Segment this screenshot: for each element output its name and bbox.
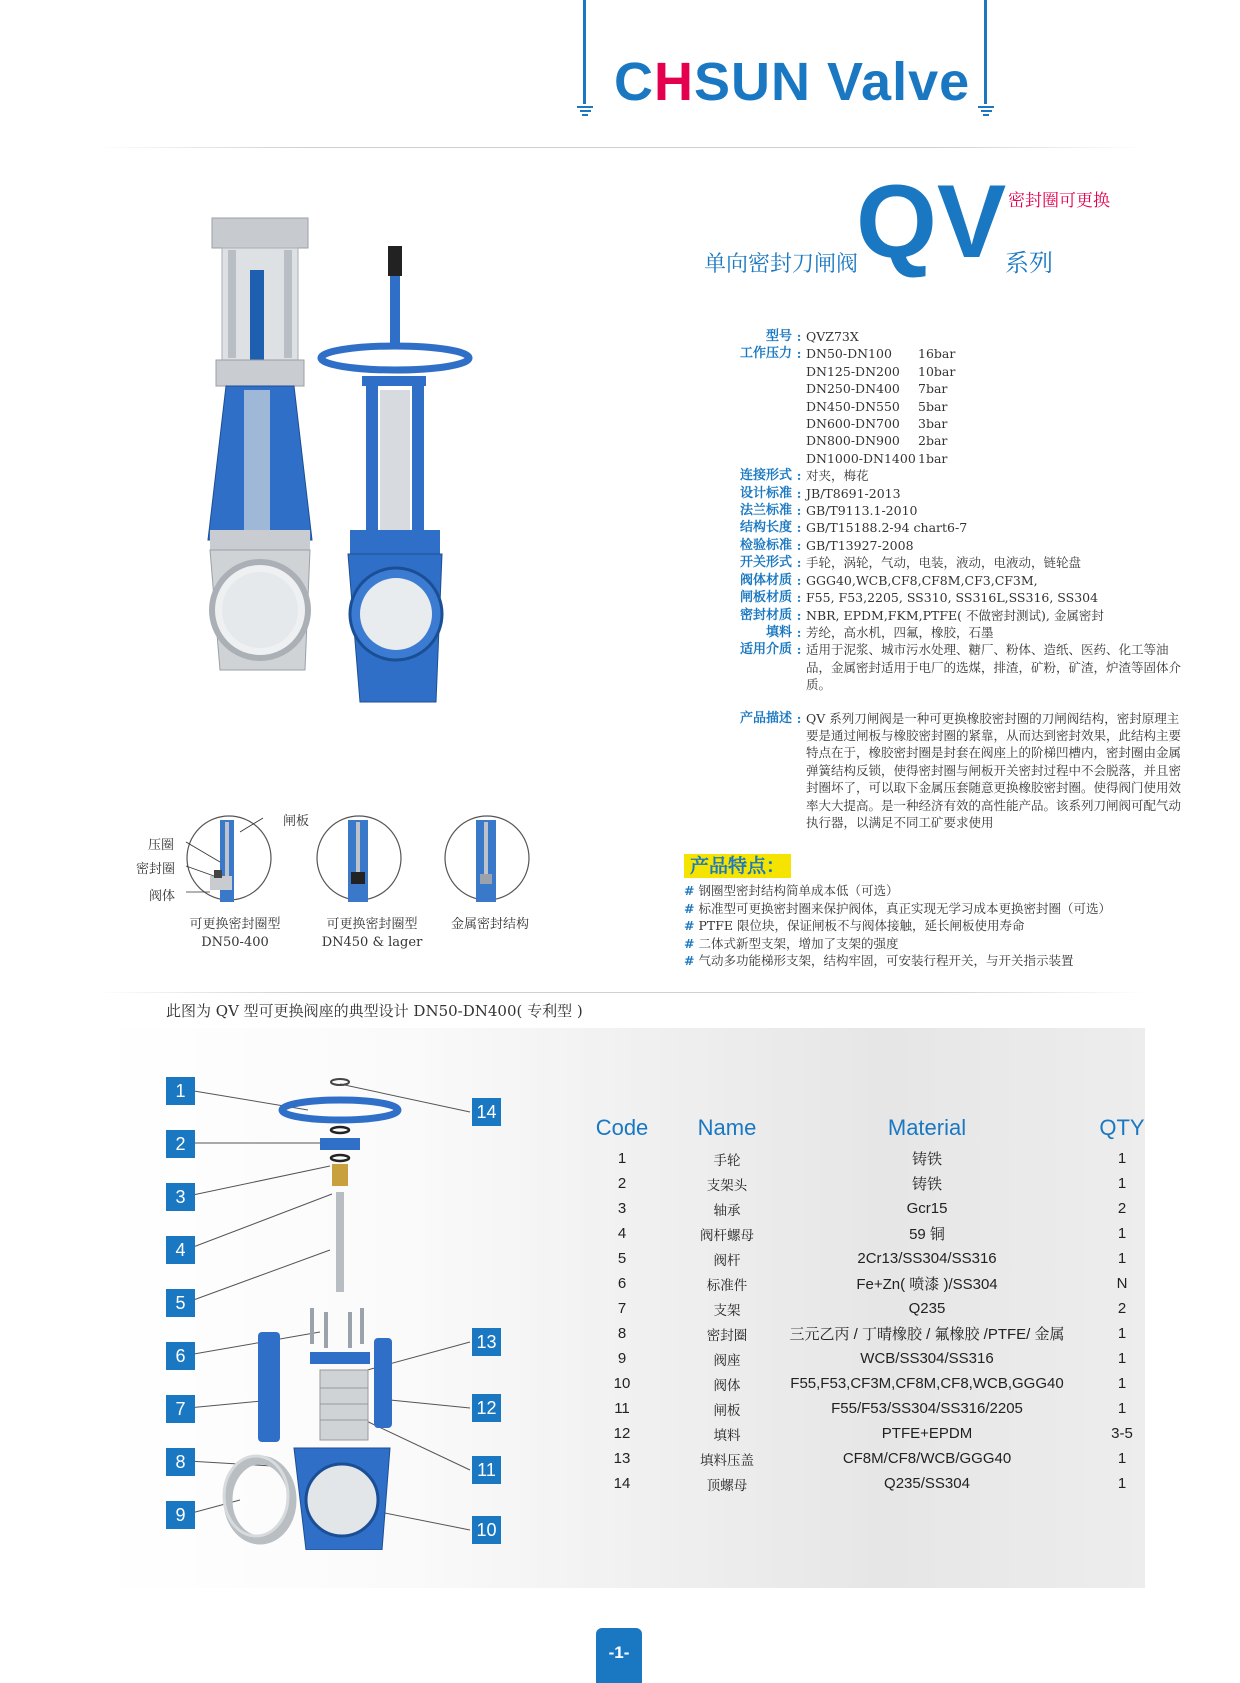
cell-material: F55,F53,CF3M,CF8M,CF8,WCB,GGG40 <box>790 1375 1064 1392</box>
cell-code: 3 <box>617 1200 627 1217</box>
cell-code: 9 <box>617 1350 627 1367</box>
cell-code: 12 <box>613 1425 631 1442</box>
callout-8: 8 <box>166 1448 195 1476</box>
cell-name: 阀杆 <box>713 1252 741 1269</box>
section-divider <box>95 992 1145 993</box>
cell-code: 2 <box>617 1175 627 1192</box>
spec-row: 开关形式 : 手轮，涡轮，气动，电装，液动，电液动，链轮盘 <box>739 555 1082 571</box>
features-list <box>684 882 1111 970</box>
table-row <box>572 1171 1172 1196</box>
cell-name: 密封圈 <box>706 1327 748 1344</box>
cell-qty: 1 <box>1117 1375 1127 1392</box>
callout-3: 3 <box>166 1183 195 1211</box>
series-badge: 密封圈可更换 <box>1008 191 1110 211</box>
col-qty: QTY <box>1099 1115 1145 1140</box>
cell-material: Q235 <box>908 1300 946 1317</box>
col-name: Name <box>697 1115 757 1140</box>
seal-detail-diagrams <box>180 810 600 910</box>
header-left-line <box>583 0 586 104</box>
cell-name: 填料 <box>713 1427 741 1444</box>
feature-item: # 钢圈型密封结构简单成本低（可选） <box>684 883 899 898</box>
parts-table-body <box>572 1146 1172 1496</box>
spec-row: 密封材质 : NBR, EPDM,FKM,PTFE( 不做密封测试), 金属密封 <box>739 607 1104 623</box>
header-left-ground-icon <box>577 104 593 118</box>
callout-7: 7 <box>166 1395 195 1423</box>
feature-item: # 气动多功能梯形支架，结构牢固，可安装行程开关，与开关指示装置 <box>684 953 1074 969</box>
cell-material: Gcr15 <box>906 1200 948 1217</box>
pneumatic-valve-image <box>208 218 312 670</box>
cell-name: 阀体 <box>713 1377 741 1394</box>
cell-material: 59 铜 <box>909 1226 945 1243</box>
spec-row: 填料 : 芳纶，高水机，四氟，橡胶，石墨 <box>765 624 994 640</box>
cell-name: 手轮 <box>713 1152 741 1169</box>
table-row <box>572 1146 1172 1171</box>
cell-name: 闸板 <box>713 1402 741 1419</box>
cell-material: 铸铁 <box>911 1176 942 1193</box>
seal-caption-2: 可更换密封圈型 DN450 & lager <box>321 917 423 950</box>
cell-material: Fe+Zn( 喷漆 )/SS304 <box>856 1276 998 1293</box>
callout-12: 12 <box>472 1394 501 1422</box>
spec-row: 设计标准 : JB/T8691-2013 <box>739 485 901 501</box>
table-row <box>572 1221 1172 1246</box>
brand-logo: CHSUN Valve <box>614 52 971 112</box>
header-right-line <box>984 0 987 104</box>
callout-4: 4 <box>166 1236 195 1264</box>
cell-material: Q235/SS304 <box>884 1475 970 1492</box>
table-row <box>572 1321 1172 1346</box>
callout-14: 14 <box>472 1098 501 1126</box>
seal-detail-metal <box>445 816 529 902</box>
header-divider <box>95 147 1145 148</box>
cell-name: 支架 <box>713 1302 741 1319</box>
cell-name: 阀座 <box>713 1352 741 1369</box>
exploded-view-diagram <box>160 1070 510 1550</box>
col-code: Code <box>595 1115 649 1140</box>
cell-material: WCB/SS304/SS316 <box>860 1350 994 1367</box>
callout-6: 6 <box>166 1342 195 1370</box>
cell-qty: 1 <box>1117 1475 1127 1492</box>
table-row <box>572 1446 1172 1471</box>
cell-qty: 1 <box>1117 1450 1127 1467</box>
cell-name: 顶螺母 <box>706 1477 748 1494</box>
cell-code: 1 <box>617 1150 627 1167</box>
cell-material: 铸铁 <box>911 1151 942 1168</box>
page-number: -1- <box>596 1628 642 1683</box>
series-name: 单向密封刀闸阀 <box>704 252 859 277</box>
cell-qty: N <box>1116 1275 1128 1292</box>
spec-row: 连接形式 : 对夹，梅花 <box>739 468 869 484</box>
cell-name: 标准件 <box>706 1277 748 1294</box>
series-suffix: 系列 <box>1005 249 1053 277</box>
seal-detail-replaceable-large <box>317 816 401 902</box>
seal-label-seal: 密封圈 <box>136 862 176 877</box>
callout-5: 5 <box>166 1289 195 1317</box>
cell-code: 10 <box>613 1375 631 1392</box>
spec-pressure: 工作压力 : DN50-DN100 16bar DN125-DN200 10bar DN250-DN400 7bar DN450-DN550 5bar DN600-DN700 3bar DN800-DN900 2bar DN1000-DN1400 1bar <box>739 346 956 466</box>
cell-qty: 1 <box>1117 1225 1127 1242</box>
cell-name: 阀杆螺母 <box>700 1227 754 1244</box>
cell-code: 6 <box>617 1275 627 1292</box>
cell-qty: 2 <box>1117 1300 1127 1317</box>
cell-name: 轴承 <box>713 1202 741 1219</box>
product-illustrations <box>200 210 520 750</box>
cell-code: 4 <box>617 1225 627 1242</box>
table-row <box>572 1421 1172 1446</box>
cell-qty: 1 <box>1117 1250 1127 1267</box>
cell-qty: 3-5 <box>1111 1425 1133 1442</box>
spec-list <box>690 328 1190 831</box>
header-right-ground-icon <box>978 104 994 118</box>
callout-2: 2 <box>166 1130 195 1158</box>
series-code: QV <box>856 164 1007 280</box>
spec-row: 结构长度 : GB/T15188.2-94 chart6-7 <box>739 520 968 536</box>
col-material: Material <box>887 1115 967 1140</box>
callout-10: 10 <box>472 1516 501 1544</box>
seal-caption-1: 可更换密封圈型 DN50-400 <box>189 917 281 950</box>
parts-table-header <box>572 1112 1172 1146</box>
cell-qty: 2 <box>1117 1200 1127 1217</box>
cell-name: 填料压盖 <box>700 1452 754 1469</box>
feature-item: # PTFE 限位块，保证闸板不与阀体接触，延长闸板使用寿命 <box>684 918 1025 934</box>
parts-table <box>572 1112 1172 1496</box>
cell-qty: 1 <box>1117 1175 1127 1192</box>
seal-label-ring: 压圈 <box>148 838 175 853</box>
spec-description: 产品描述 : QV 系列刀闸阀是一种可更换橡胶密封圈的刀闸阀结构，密封原理主要是通过闸板与橡胶密封圈的紧靠，从而达到密封效果，此结构主要特点在于，橡胶密封圈是封套在阀座上的阶梯凹槽内，密封圈由金属弹簧结构反锁，使得密封圈与闸板开关密封过程中不会脱落，并且密封圈坏了，可以取下金属压套随意更换橡胶密封圈。使得阀门使用效率大大提高。是一种经济有效的高性能产品。该系列刀闸阀可配气动执行器，以满足不同工矿要求使用 <box>739 710 1182 830</box>
cell-qty: 1 <box>1117 1400 1127 1417</box>
table-row <box>572 1346 1172 1371</box>
cell-material: 2Cr13/SS304/SS316 <box>857 1250 997 1267</box>
cell-code: 5 <box>617 1250 627 1267</box>
cell-material: PTFE+EPDM <box>881 1425 973 1442</box>
spec-row: 阀体材质 : GGG40,WCB,CF8,CF8M,CF3,CF3M, <box>739 572 1038 588</box>
seal-label-gate: 闸板 <box>283 814 310 829</box>
handwheel-valve-image <box>321 246 469 702</box>
cell-qty: 1 <box>1117 1150 1127 1167</box>
spec-row: 法兰标准 : GB/T9113.1-2010 <box>739 503 918 519</box>
table-row <box>572 1396 1172 1421</box>
cell-code: 14 <box>613 1475 631 1492</box>
seal-label-body: 阀体 <box>149 889 176 904</box>
cell-name: 支架头 <box>706 1177 748 1194</box>
table-row <box>572 1471 1172 1496</box>
cell-code: 11 <box>614 1400 630 1417</box>
section-caption: 此图为 QV 型可更换阀座的典型设计 DN50-DN400( 专利型 ) <box>166 1002 583 1020</box>
callout-11: 11 <box>472 1456 501 1484</box>
cell-qty: 1 <box>1117 1350 1127 1367</box>
table-row <box>572 1196 1172 1221</box>
spec-row: 检验标准 : GB/T13927-2008 <box>739 537 914 553</box>
callout-13: 13 <box>472 1328 501 1356</box>
feature-item: # 标准型可更换密封圈来保护阀体，真正实现无学习成本更换密封圈（可选） <box>684 900 1111 916</box>
table-row <box>572 1296 1172 1321</box>
cell-material: 三元乙丙 / 丁晴橡胶 / 氟橡胶 /PTFE/ 金属 <box>789 1326 1065 1343</box>
cell-material: CF8M/CF8/WCB/GGG40 <box>842 1450 1012 1467</box>
cell-code: 8 <box>617 1325 627 1342</box>
cell-code: 13 <box>613 1450 631 1467</box>
features-title: 产品特点： <box>684 854 791 878</box>
callout-9: 9 <box>166 1501 195 1529</box>
seal-detail-replaceable-small <box>187 816 271 902</box>
table-row <box>572 1271 1172 1296</box>
feature-item: # 二体式新型支架，增加了支架的强度 <box>684 935 899 951</box>
cell-code: 7 <box>617 1300 627 1317</box>
table-row <box>572 1246 1172 1271</box>
seal-caption-3: 金属密封结构 <box>450 917 529 932</box>
spec-model: 型号 : QVZ73X <box>765 329 859 344</box>
callout-1: 1 <box>166 1077 195 1105</box>
spec-media: 适用介质 : 适用于泥浆、城市污水处理、糖厂、粉体、造纸、医药、化工等油品，金属密封适用于电厂的选煤，排渣，矿粉，矿渣，炉渣等固体介质。 <box>739 642 1182 693</box>
spec-row: 闸板材质 : F55, F53,2205, SS310, SS316L,SS316, SS304 <box>739 590 1099 606</box>
cell-material: F55/F53/SS304/SS316/2205 <box>831 1400 1023 1417</box>
table-row <box>572 1371 1172 1396</box>
cell-qty: 1 <box>1117 1325 1127 1342</box>
